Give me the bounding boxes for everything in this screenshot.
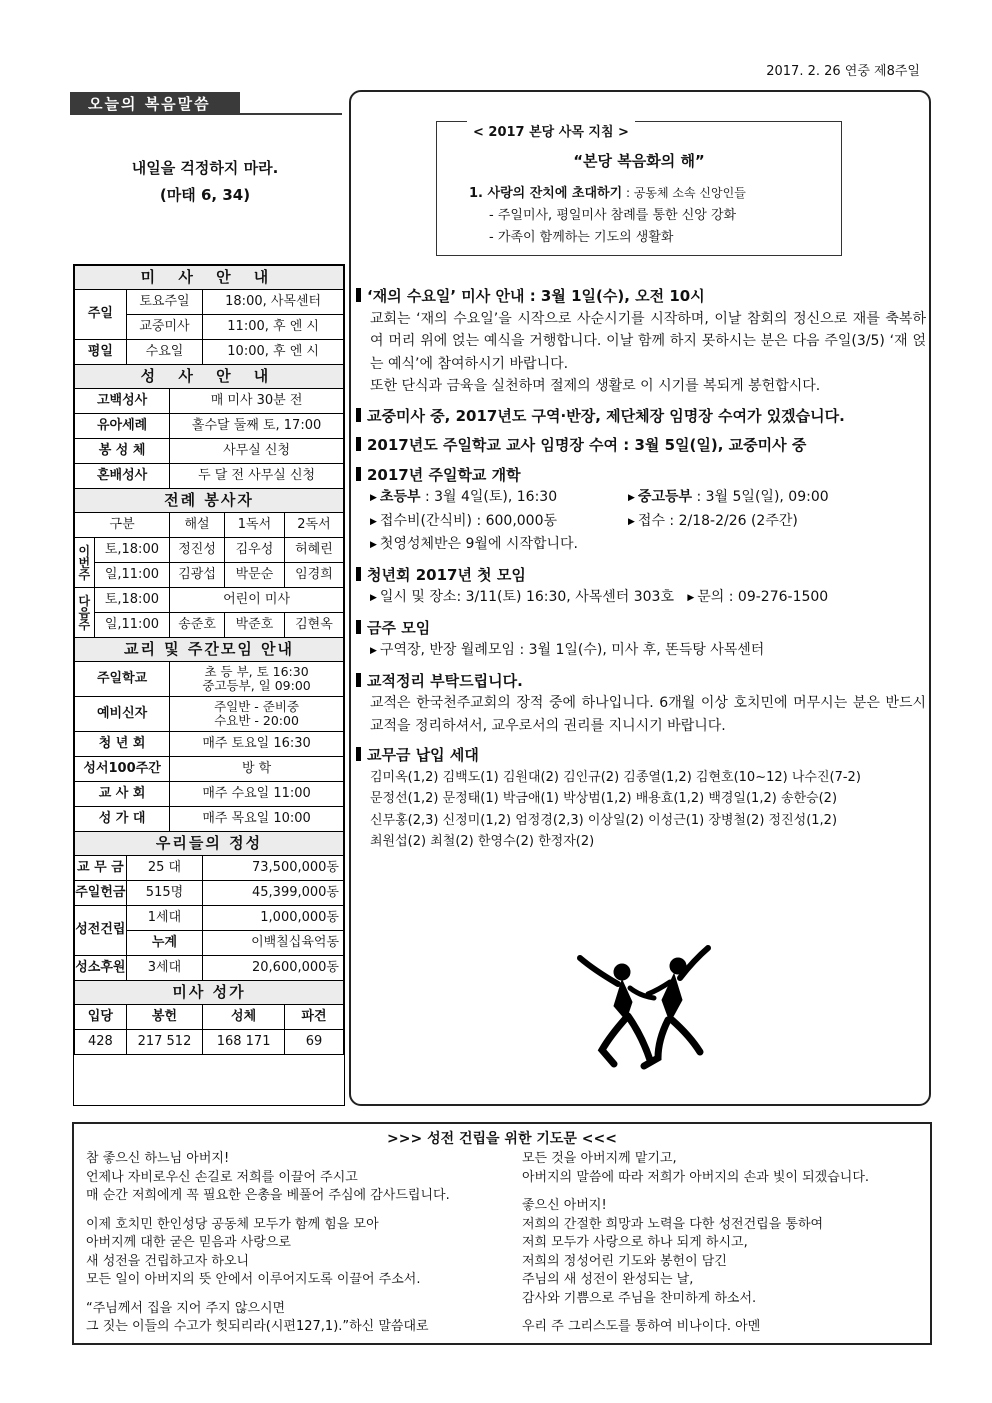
news-school-text: 접수비(간식비) : 600,000동 xyxy=(379,512,558,529)
servers-time: 토,18:00 xyxy=(94,538,170,563)
sacrament-name: 혼배성사 xyxy=(75,464,170,489)
news-list xyxy=(356,285,926,853)
prayer-line: 그 짓는 이들의 수고가 헛되리라(시편127,1).”하신 말씀대로 xyxy=(86,1319,429,1334)
dancing-figures-illustration xyxy=(574,940,724,1075)
news-school-title: 2017년 주일학교 개학 xyxy=(356,464,926,487)
servers-commentator: 송준호 xyxy=(170,613,225,638)
news-week-text: 구역장, 반장 월례모임 : 3월 1일(수), 미사 후, 똔득탕 사목센터 xyxy=(379,642,765,658)
meeting-schedule: 방 학 xyxy=(170,757,344,782)
offering-amount: 73,500,000동 xyxy=(203,856,344,881)
news-week-title: 금주 모임 xyxy=(356,617,926,640)
prayer-line: 언제나 자비로우신 손길로 저희를 이끌어 주시고 xyxy=(86,1169,358,1185)
prayer-line: 좋으신 아버지! xyxy=(522,1198,607,1213)
servers-header: 2독서 xyxy=(284,513,343,538)
news-tithe-title: 교무금 납입 세대 xyxy=(356,744,926,767)
meeting-schedule xyxy=(170,662,344,697)
guideline-title: “본당 복음화의 해” xyxy=(573,152,705,170)
news-school-text: 첫영성체반은 9월에 시작합니다. xyxy=(379,536,578,552)
mass-name: 토요주일 xyxy=(126,290,203,315)
hymn-value: 428 xyxy=(75,1030,127,1055)
news-school-item: ▶ 접수 : 2/18-2/26 (2주간) xyxy=(628,512,798,529)
prayer-line: 저희 모두가 사랑으로 하나 되게 하시고, xyxy=(522,1235,748,1250)
news-youth-item: ▶ 일시 및 장소: 3/11(토) 16:30, 사목센터 303호 ▶ 문의 : 09-276-1500 xyxy=(370,589,829,605)
offering-amount: 1,000,000동 xyxy=(203,906,344,931)
sacrament-value: 매 미사 30분 전 xyxy=(170,389,344,414)
info-table xyxy=(74,265,344,1055)
servers-commentator: 김광섭 xyxy=(170,563,225,588)
offering-count: 25 대 xyxy=(126,856,203,881)
servers-this-week-label: 이번주 xyxy=(75,538,95,588)
offering-count: 515명 xyxy=(126,881,203,906)
offering-name: 주일헌금 xyxy=(75,881,127,906)
gospel-reference: (마태 6, 34) xyxy=(159,186,251,204)
prayer-line: 모든 것을 아버지께 맡기고, xyxy=(522,1151,677,1166)
meeting-schedule xyxy=(170,697,344,732)
servers-merged-cell: 어린이 미사 xyxy=(170,588,344,613)
offering-name: 교 무 금 xyxy=(75,856,127,881)
sacrament-name: 봉 성 체 xyxy=(75,439,170,464)
servers-commentator: 정진성 xyxy=(170,538,225,563)
mass-time: 10:00, 후 엔 시 xyxy=(203,340,344,365)
prayer-line: 감사와 기쁨으로 주님을 찬미하게 하소서. xyxy=(522,1290,757,1306)
news-record-title: 교적정리 부탁드립니다. xyxy=(356,670,926,693)
news-school-item: ▶ 접수비(간식비) : 600,000동 xyxy=(370,512,558,529)
news-school-row xyxy=(356,486,926,510)
guideline-item xyxy=(469,182,746,205)
servers-section-title: 전례 봉사자 xyxy=(75,489,344,513)
meeting-name: 교 사 회 xyxy=(75,782,170,807)
prayer-line: “주님께서 집을 지어 주지 않으시면 xyxy=(86,1300,286,1316)
guideline-item-bold: 1. 사랑의 잔치에 초대하기 xyxy=(469,186,623,201)
hymn-value: 217 512 xyxy=(126,1030,203,1055)
offering-name: 성전건립 xyxy=(75,906,127,956)
mass-name: 교중미사 xyxy=(126,315,203,340)
mass-section-title: 미 사 안 내 xyxy=(75,266,344,290)
meeting-line: 주일반 - 준비중 xyxy=(214,698,300,714)
guideline-header: < 2017 본당 사목 지침 > xyxy=(467,121,635,140)
servers-reader2: 김현옥 xyxy=(284,613,343,638)
meeting-schedule: 매주 목요일 10:00 xyxy=(170,807,344,832)
hymn-header: 성체 xyxy=(203,1005,285,1030)
news-school-text: 접수 : 2/18-2/26 (2주간) xyxy=(637,512,798,529)
meeting-line: 초 등 부, 토 16:30 xyxy=(204,663,309,679)
servers-time: 일,11:00 xyxy=(94,563,170,588)
prayer-line: 새 성전을 건립하고자 하오니 xyxy=(86,1253,250,1269)
news-youth-text: 일시 및 장소: 3/11(토) 16:30, 사목센터 303호 xyxy=(379,589,674,605)
prayer-line: 참 좋으신 하느님 아버지! xyxy=(86,1151,230,1166)
meeting-name: 청 년 회 xyxy=(75,732,170,757)
news-ash-body: 교회는 ‘재의 수요일’을 시작으로 사순시기를 시작하며, 이날 참회의 정신으로 재를 축복하여 머리 위에 얹는 예식을 거행합니다. 이날 함께 하지 못하시는 분은 다음 주일(3/5) ‘재 얹는 예식’에 참여하시기 바랍니다. xyxy=(370,310,926,372)
prayer-line: 우리 주 그리스도를 통하여 비나이다. 아멘 xyxy=(522,1319,761,1334)
tithe-line: 최원섭(2) 최철(2) 한영수(2) 한정자(2) xyxy=(370,834,595,849)
sacrament-section-title: 성 사 안 내 xyxy=(75,365,344,389)
guideline-list xyxy=(469,182,746,249)
offering-count: 1세대 xyxy=(126,906,203,931)
hymn-value: 69 xyxy=(284,1030,343,1055)
hymn-value: 168 171 xyxy=(203,1030,285,1055)
sacrament-name: 유아세례 xyxy=(75,414,170,439)
prayer-line: 이제 호치민 한인성당 공동체 모두가 함께 힘을 모아 xyxy=(86,1216,379,1232)
date-line: 2017. 2. 26 연중 제8주일 xyxy=(766,64,920,79)
news-record-body: 교적은 한국천주교회의 장적 중에 하나입니다. 6개월 이상 호치민에 머무시는 분은 반드시 교적을 정리하셔서, 교우로서의 권리를 지니시기 바랍니다. xyxy=(370,695,926,734)
mass-group-sunday: 주일 xyxy=(75,290,127,340)
news-school-row xyxy=(356,510,926,534)
news-youth-contact: 문의 : 09-276-1500 xyxy=(697,589,829,605)
news-school-bold: 초등부 xyxy=(379,489,421,505)
guideline-sub: - 주일미사, 평일미사 참례를 통한 신앙 강화 xyxy=(489,208,737,223)
news-youth-title: 청년회 2017년 첫 모임 xyxy=(356,564,926,587)
meeting-name: 예비신자 xyxy=(75,697,170,732)
prayer-line: 매 순간 저희에게 꼭 필요한 은총을 베풀어 주심에 감사드립니다. xyxy=(86,1188,450,1203)
servers-reader1: 박준호 xyxy=(224,613,284,638)
servers-time: 토,18:00 xyxy=(94,588,170,613)
gospel-quote: 내일을 걱정하지 마라. xyxy=(131,159,279,177)
prayer-line: 아버지의 말씀에 따라 저희가 아버지의 손과 빛이 되겠습니다. xyxy=(522,1169,870,1185)
news-school-item: ▶ 첫영성체반은 9월에 시작합니다. xyxy=(370,536,578,552)
servers-reader1: 김우성 xyxy=(224,538,284,563)
sacrament-name: 고백성사 xyxy=(75,389,170,414)
news-school-text: : 3월 5일(일), 09:00 xyxy=(692,489,829,505)
guideline-item-rest: : 공동체 소속 신앙인들 xyxy=(622,186,746,200)
prayer-right-column xyxy=(522,1150,922,1337)
news-ash-title: ‘재의 수요일’ 미사 안내 : 3월 1일(수), 오전 10시 xyxy=(356,285,926,308)
servers-time: 일,11:00 xyxy=(94,613,170,638)
hymn-header: 입당 xyxy=(75,1005,127,1030)
offering-amount: 이백칠십육억동 xyxy=(203,931,344,956)
meeting-name: 주일학교 xyxy=(75,662,170,697)
servers-header: 구분 xyxy=(75,513,170,538)
tithe-line: 문정선(1,2) 문정태(1) 박금애(1) 박상범(1,2) 배용효(1,2) 백경일(1,2) 송한승(2) xyxy=(370,791,838,806)
meeting-schedule: 매주 토요일 16:30 xyxy=(170,732,344,757)
mass-name: 수요일 xyxy=(126,340,203,365)
gospel-header-label: 오늘의 복음말씀 xyxy=(88,95,211,113)
news-teacher-title: 2017년도 주일학교 교사 임명장 수여 : 3월 5일(일), 교중미사 중 xyxy=(356,434,926,457)
tithe-line: 신무홍(2,3) 신정미(1,2) 엄정경(2,3) 이상일(2) 이성근(1) 장병철(2) 정진성(1,2) xyxy=(370,812,838,828)
hymn-header: 파견 xyxy=(284,1005,343,1030)
hymn-header: 봉헌 xyxy=(126,1005,203,1030)
prayer-line: 모든 일이 아버지의 뜻 안에서 이루어지도록 이끌어 주소서. xyxy=(86,1272,421,1287)
gospel-verse xyxy=(80,155,330,209)
servers-reader2: 허혜린 xyxy=(284,538,343,563)
offerings-section-title: 우리들의 정성 xyxy=(75,832,344,856)
offering-count: 누계 xyxy=(126,931,203,956)
news-tithe-list xyxy=(356,767,926,853)
sacrament-value: 홀수달 둘째 토, 17:00 xyxy=(170,414,344,439)
prayer-line: 아버지께 대한 굳은 믿음과 사랑으로 xyxy=(86,1235,291,1250)
prayer-title: >>> 성전 건립을 위한 기도문 <<< xyxy=(387,1131,617,1147)
meeting-line: 중고등부, 일 09:00 xyxy=(202,678,311,693)
tithe-line: 김미옥(1,2) 김백도(1) 김원대(2) 김인규(2) 김종열(1,2) 김현호(10~12) 나수진(7-2) xyxy=(370,769,861,785)
mass-time: 18:00, 사목센터 xyxy=(203,290,344,315)
offering-amount: 20,600,000동 xyxy=(203,956,344,981)
news-school-item: ▶ 초등부 : 3월 4일(토), 16:30 xyxy=(370,489,558,505)
mass-group-weekday: 평일 xyxy=(75,340,127,365)
prayer-line: 저희의 간절한 희망과 노력을 다한 성전건립을 통하여 xyxy=(522,1216,824,1232)
offering-count: 3세대 xyxy=(126,956,203,981)
meeting-name: 성서100주간 xyxy=(75,757,170,782)
offering-name: 성소후원 xyxy=(75,956,127,981)
hymns-section-title: 미사 성가 xyxy=(75,981,344,1005)
prayer-left-column xyxy=(86,1150,506,1337)
news-appoint-title: 교중미사 중, 2017년도 구역·반장, 제단체장 임명장 수여가 있겠습니다. xyxy=(356,405,926,428)
offering-amount: 45,399,000동 xyxy=(203,881,344,906)
servers-next-week-label: 다음주 xyxy=(75,588,95,638)
meeting-line: 수요반 - 20:00 xyxy=(214,713,299,728)
servers-reader1: 박문순 xyxy=(224,563,284,588)
sacrament-value: 사무실 신청 xyxy=(170,439,344,464)
news-week-item: ▶ 구역장, 반장 월례모임 : 3월 1일(수), 미사 후, 똔득탕 사목센터 xyxy=(370,642,765,658)
guideline-sub: - 가족이 함께하는 기도의 생활화 xyxy=(489,230,674,245)
meeting-name: 성 가 대 xyxy=(75,807,170,832)
meetings-section-title: 교리 및 주간모임 안내 xyxy=(75,638,344,662)
mass-time: 11:00, 후 엔 시 xyxy=(203,315,344,340)
servers-header: 해설 xyxy=(170,513,225,538)
meeting-schedule: 매주 수요일 11:00 xyxy=(170,782,344,807)
gospel-header xyxy=(70,92,342,114)
servers-reader2: 임경희 xyxy=(284,563,343,588)
news-school-text: : 3월 4일(토), 16:30 xyxy=(420,489,558,505)
info-panel xyxy=(73,264,345,1106)
prayer-line: 주님의 새 성전이 완성되는 날, xyxy=(522,1272,694,1287)
prayer-line: 저희의 정성어린 기도와 봉헌이 담긴 xyxy=(522,1253,727,1269)
news-ash-body2: 또한 단식과 금육을 실천하며 절제의 생활로 이 시기를 복되게 봉헌합시다. xyxy=(370,378,821,394)
news-school-bold: 중고등부 xyxy=(637,489,693,505)
pastoral-guideline-box xyxy=(436,121,842,256)
news-school-item: ▶ 중고등부 : 3월 5일(일), 09:00 xyxy=(628,489,829,505)
sacrament-value: 두 달 전 사무실 신청 xyxy=(170,464,344,489)
servers-header: 1독서 xyxy=(224,513,284,538)
